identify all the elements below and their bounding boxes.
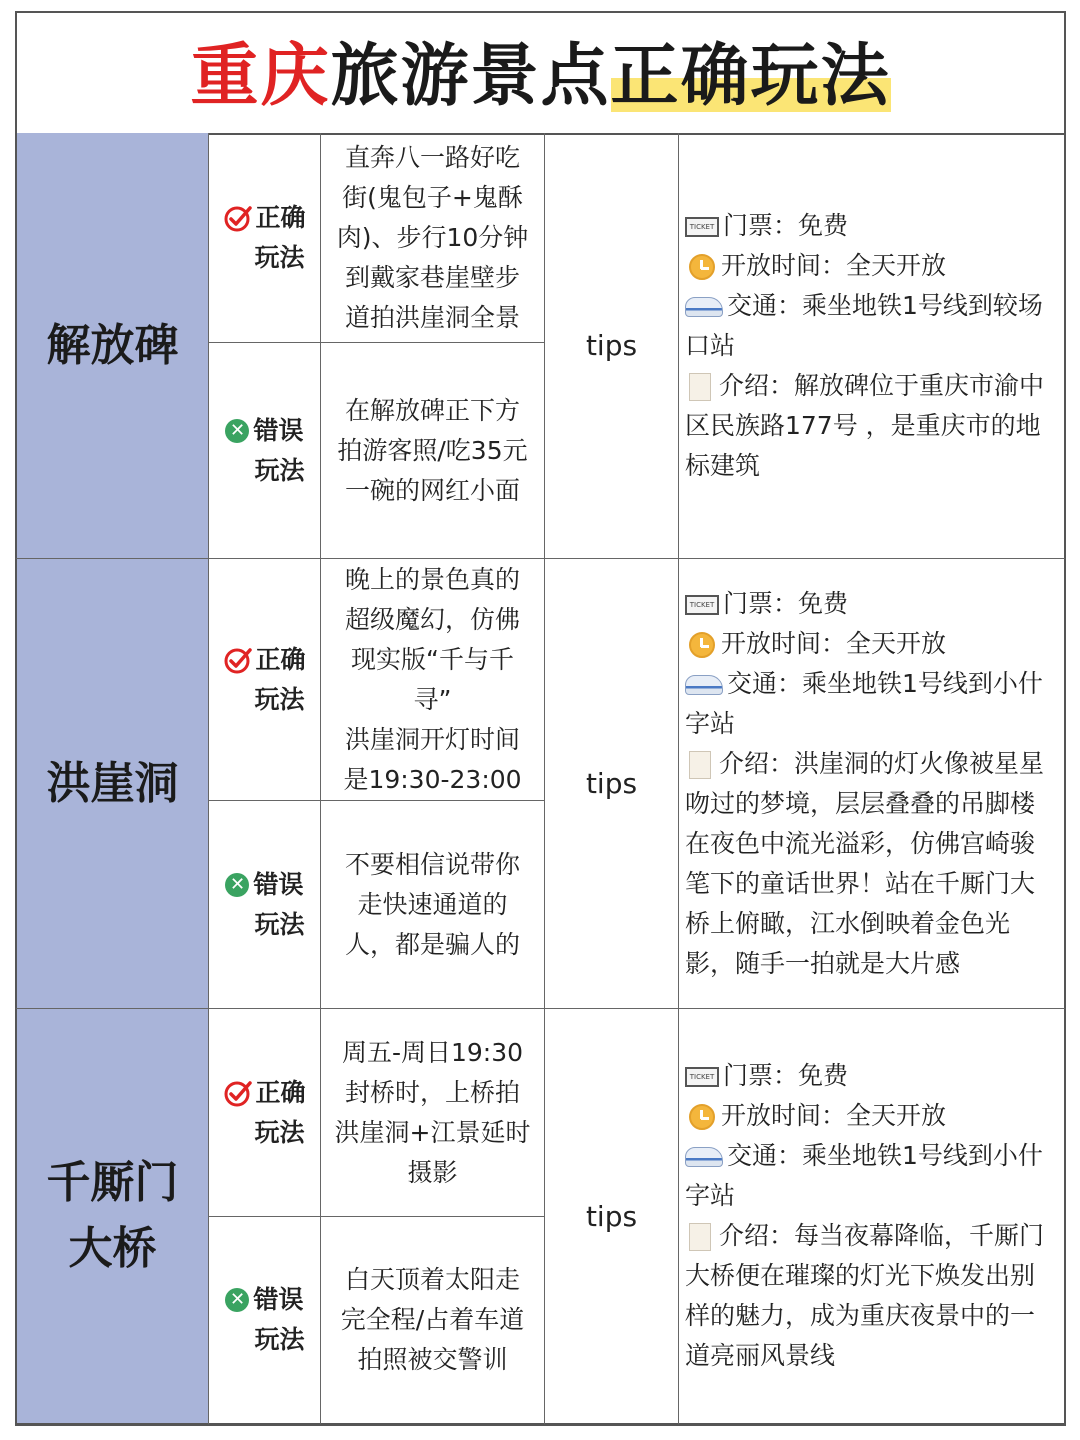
wrong-label-line2: 玩法 <box>254 1325 305 1354</box>
spot-name-cell <box>15 1009 209 1425</box>
wrong-method-label <box>209 343 321 559</box>
hours-text: 开放时间：全天开放 <box>721 1101 947 1130</box>
train-icon <box>685 297 723 317</box>
scroll-icon <box>689 751 711 779</box>
cross-mark-icon: ✕ <box>225 873 249 897</box>
spot-name-line1: 千厮门 <box>46 1157 179 1208</box>
correct-method-description: 周五-周日19:30 封桥时，上桥拍 洪崖洞+江景延时 摄影 <box>321 1009 545 1217</box>
cross-mark-icon: ✕ <box>225 419 249 443</box>
check-mark-icon <box>223 1078 253 1108</box>
check-mark-icon <box>223 203 253 233</box>
spot-name-cell <box>15 559 209 1009</box>
page-title <box>17 37 1064 117</box>
info-content <box>685 584 1058 984</box>
correct-method-description: 直奔八一路好吃 街(鬼包子+鬼酥 肉)、步行10分钟 到戴家巷崖壁步 道拍洪崖洞全景 <box>321 133 545 343</box>
correct-label-line1: 正确 <box>255 1077 306 1107</box>
intro-text: 介绍：解放碑位于重庆市渝中区民族路177号 ，是重庆市的地标建筑 <box>685 370 1045 480</box>
correct-method-label <box>209 1009 321 1217</box>
transport-line <box>685 286 1058 366</box>
wrong-label-line2: 玩法 <box>254 909 305 939</box>
ticket-icon: TICKET <box>685 595 719 615</box>
info-content <box>685 206 1058 486</box>
correct-label-line2: 玩法 <box>254 1117 305 1147</box>
title-red-part: 重庆 <box>190 37 331 116</box>
scroll-icon <box>689 373 711 401</box>
wrong-method-top <box>225 1280 303 1320</box>
spot-name <box>47 313 179 379</box>
correct-method-top <box>223 1073 305 1113</box>
intro-line <box>685 744 1058 984</box>
clock-icon <box>689 254 715 280</box>
ticket-icon: TICKET <box>685 1067 719 1087</box>
train-icon <box>685 675 723 695</box>
correct-label-line2: 玩法 <box>254 684 305 714</box>
hours-line <box>685 624 1058 664</box>
wrong-label-line2: 玩法 <box>254 455 305 485</box>
spot-name <box>47 1150 179 1282</box>
tips-label: tips <box>545 559 679 1009</box>
wrong-label-line1: 错误 <box>253 1285 304 1314</box>
title-black-part: 旅游景点 <box>330 37 611 116</box>
tips-label: tips <box>545 133 679 559</box>
wrong-method-description: 在解放碑正下方 拍游客照/吃35元 一碗的网红小面 <box>321 343 545 559</box>
cross-mark-icon: ✕ <box>225 1288 249 1312</box>
correct-method-top <box>223 198 305 238</box>
info-content <box>685 1056 1058 1376</box>
ticket-line <box>685 584 1058 624</box>
ticket-line <box>685 1056 1058 1096</box>
info-cell <box>679 133 1066 559</box>
ticket-text: 门票：免费 <box>723 1061 849 1090</box>
hours-line <box>685 1096 1058 1136</box>
hours-text: 开放时间：全天开放 <box>721 628 947 658</box>
correct-method-description: 晚上的景色真的 超级魔幻，仿佛 现实版“千与千 寻” 洪崖洞开灯时间 是19:30-23:00 <box>321 559 545 801</box>
ticket-text: 门票：免费 <box>723 210 849 240</box>
transport-text: 交通：乘坐地铁1号线到较场口站 <box>685 290 1043 360</box>
wrong-method-top <box>225 865 303 905</box>
intro-text: 介绍：洪崖洞的灯火像被星星吻过的梦境，层层叠叠的吊脚楼在夜色中流光溢彩，仿佛宫崎骏笔下的童话世界！站在千厮门大桥上俯瞰，江水倒映着金色光影，随手一拍就是大片感 <box>685 748 1045 978</box>
wrong-method-description: 不要相信说带你 走快速通道的 人，都是骗人的 <box>321 801 545 1009</box>
wrong-label-line1: 错误 <box>253 415 304 445</box>
correct-label-line1: 正确 <box>255 644 306 674</box>
info-cell <box>679 559 1066 1009</box>
spot-name-line1: 解放碑 <box>46 319 179 371</box>
spot-name-line2: 大桥 <box>68 1223 157 1274</box>
title-row <box>17 13 1064 135</box>
train-icon <box>685 1147 723 1167</box>
clock-icon <box>689 632 715 658</box>
ticket-text: 门票：免费 <box>723 588 849 618</box>
wrong-label-line1: 错误 <box>253 869 304 899</box>
intro-line <box>685 1216 1058 1376</box>
title-highlight-part: 正确玩法 <box>610 37 891 116</box>
hours-line <box>685 246 1058 286</box>
ticket-line <box>685 206 1058 246</box>
info-cell <box>679 1009 1066 1425</box>
spot-name <box>47 751 179 817</box>
spot-name-line1: 洪崖洞 <box>46 757 179 809</box>
clock-icon <box>689 1104 715 1130</box>
transport-text: 交通：乘坐地铁1号线到小什字站 <box>685 1141 1043 1210</box>
transport-line <box>685 664 1058 744</box>
correct-method-label <box>209 559 321 801</box>
hours-text: 开放时间：全天开放 <box>721 250 947 280</box>
spot-name-cell <box>15 133 209 559</box>
wrong-method-label <box>209 1217 321 1425</box>
intro-text: 介绍：每当夜幕降临，千厮门大桥便在璀璨的灯光下焕发出别样的魅力，成为重庆夜景中的一道亮丽风景线 <box>685 1221 1045 1370</box>
wrong-method-top <box>225 411 303 451</box>
check-mark-icon <box>223 645 253 675</box>
ticket-icon: TICKET <box>685 217 719 237</box>
intro-line <box>685 366 1058 486</box>
transport-text: 交通：乘坐地铁1号线到小什字站 <box>685 668 1043 738</box>
wrong-method-label <box>209 801 321 1009</box>
correct-method-top <box>223 640 305 680</box>
correct-label-line2: 玩法 <box>254 242 305 272</box>
correct-method-label <box>209 133 321 343</box>
transport-line <box>685 1136 1058 1216</box>
tips-label: tips <box>545 1009 679 1425</box>
scroll-icon <box>689 1223 711 1251</box>
wrong-method-description: 白天顶着太阳走 完全程/占着车道 拍照被交警训 <box>321 1217 545 1425</box>
correct-label-line1: 正确 <box>255 202 306 232</box>
